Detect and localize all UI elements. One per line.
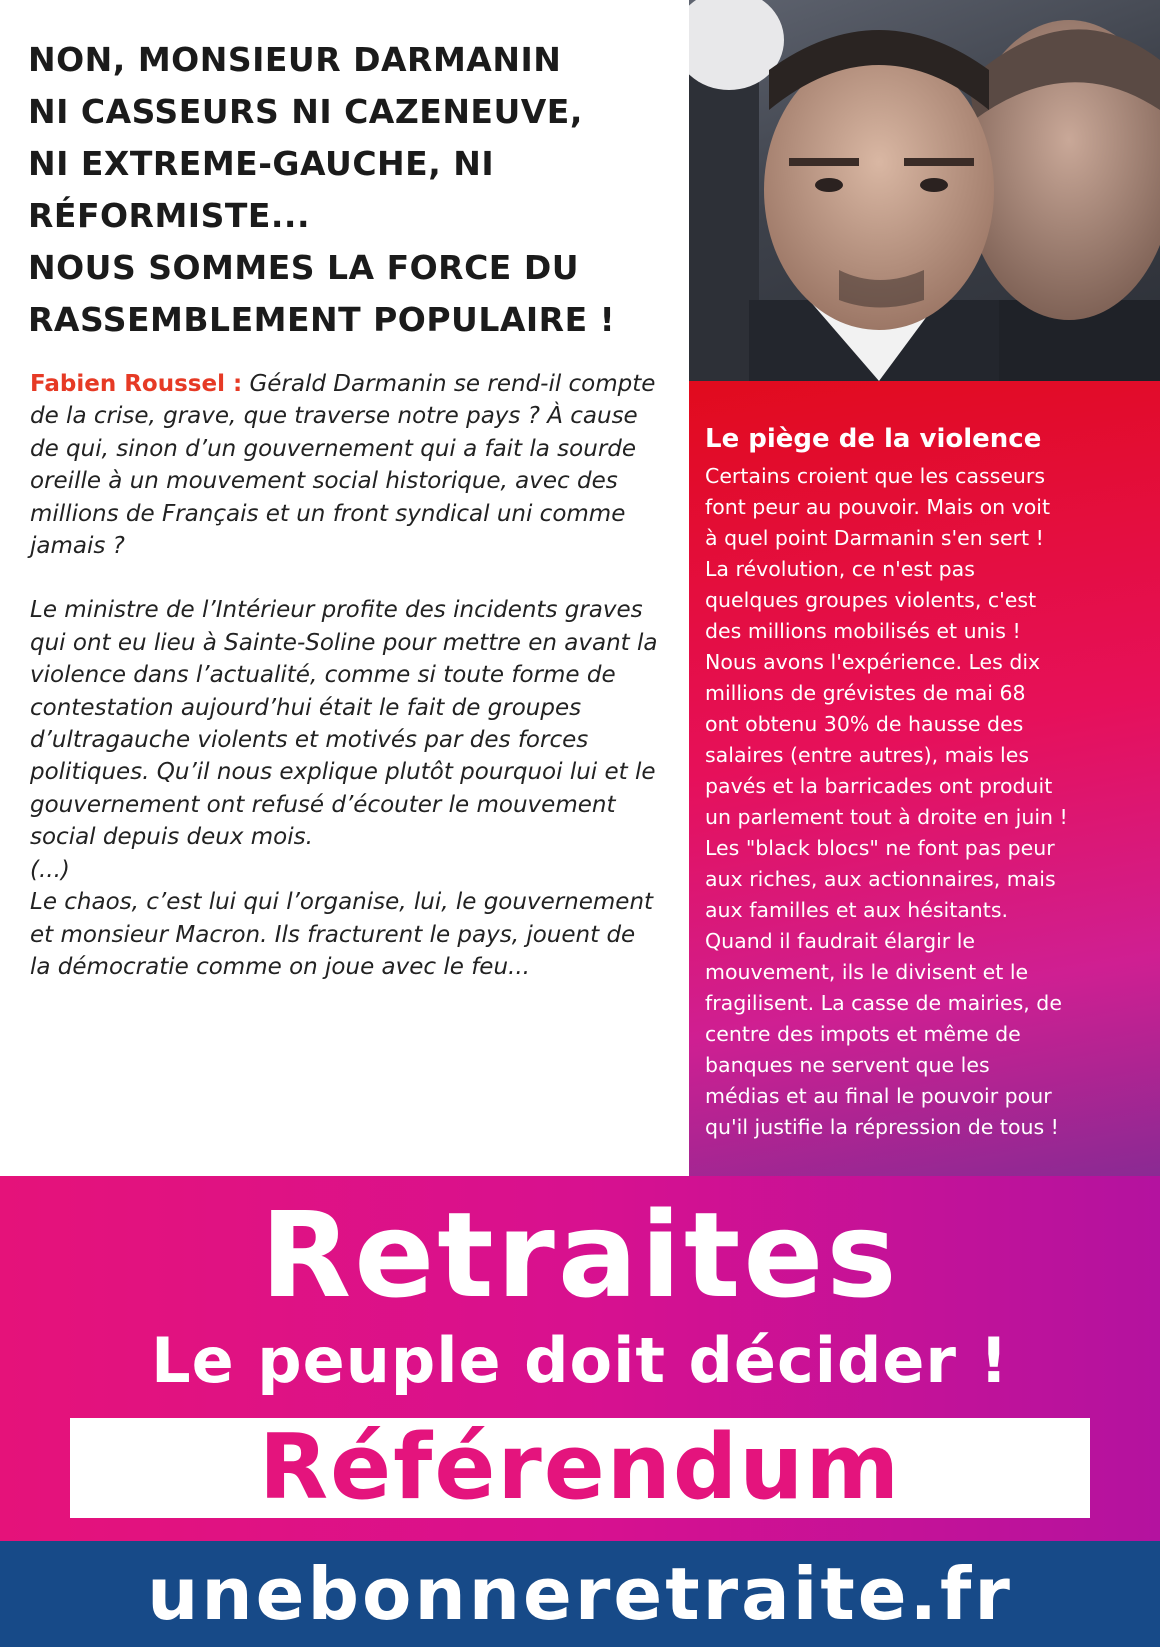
sidebar-line: Quand il faudrait élargir le	[705, 929, 976, 953]
headline-line: NI EXTREME-GAUCHE, NI	[28, 144, 495, 183]
quote-author: Fabien Roussel :	[30, 371, 243, 397]
sidebar-body	[705, 461, 1144, 1143]
sidebar-line: centre des impots et même de	[705, 1022, 1021, 1046]
portrait-illustration	[689, 0, 1160, 381]
sidebar-line: aux riches, aux actionnaires, mais	[705, 867, 1056, 891]
sidebar-line: un parlement tout à droite en juin !	[705, 805, 1068, 829]
sidebar-line: mouvement, ils le divisent et le	[705, 960, 1029, 984]
violence-sidebar	[689, 381, 1160, 1176]
sidebar-line: ont obtenu 30% de hausse des	[705, 712, 1024, 736]
article-quote	[30, 368, 660, 983]
article-paragraph-3: Le chaos, c’est lui qui l’organise, lui, le gouvernement et monsieur Macron. Ils fracturent le pays, jouent de la démocratie comme on joue avec le feu...	[30, 889, 654, 980]
sidebar-line: Nous avons l'expérience. Les dix	[705, 650, 1041, 674]
referendum-box	[70, 1415, 1090, 1520]
paragraph-gap	[30, 562, 660, 594]
sidebar-line: millions de grévistes de mai 68	[705, 681, 1026, 705]
headline-line: NOUS SOMMES LA FORCE DU	[28, 248, 580, 287]
sidebar-line: Certains croient que les casseurs	[705, 464, 1046, 488]
sidebar-line: fragilisent. La casse de mairies, de	[705, 991, 1062, 1015]
headline-line: RASSEMBLEMENT POPULAIRE !	[28, 300, 616, 339]
sidebar-line: pavés et la barricades ont produit	[705, 774, 1053, 798]
sidebar-line: quelques groupes violents, c'est	[705, 588, 1037, 612]
article-paragraph-2: Le ministre de l’Intérieur profite des incidents graves qui ont eu lieu à Sainte-Soline pour mettre en avant la violence dans l’actualité, comme si toute forme de contestation aujourd’hui était le fait de groupes d’ultragauche violents et motivés par des forces politiques. Qu’il nous explique plutôt pourquoi lui et le gouvernement ont refusé d’écouter le mouvement social depuis deux mois.	[30, 597, 658, 851]
headline-line: RÉFORMISTE...	[28, 196, 311, 235]
sidebar-line: à quel point Darmanin s'en sert !	[705, 526, 1044, 550]
headline-line: NON, MONSIEUR DARMANIN	[28, 40, 562, 79]
sidebar-line: des millions mobilisés et unis !	[705, 619, 1021, 643]
portrait-photo	[689, 0, 1160, 381]
banner-slogan: Le peuple doit décider !	[151, 1324, 1009, 1397]
sidebar-line: banques ne servent que les	[705, 1053, 990, 1077]
sidebar-line: Les "black blocs" ne font pas peur	[705, 836, 1055, 860]
banner-retraites: Retraites	[260, 1186, 900, 1324]
headline	[28, 34, 678, 346]
sidebar-title: Le piège de la violence	[705, 424, 1042, 454]
headline-line: NI CASSEURS NI CAZENEUVE,	[28, 92, 583, 131]
sidebar-line: salaires (entre autres), mais les	[705, 743, 1030, 767]
article-paragraph-1	[30, 368, 660, 562]
sidebar-line: La révolution, ce n'est pas	[705, 557, 975, 581]
banner-referendum: Référendum	[258, 1415, 902, 1520]
footer-bar	[0, 1541, 1160, 1647]
article-ellipsis: (...)	[30, 856, 70, 883]
website-link[interactable]: unebonneretraite.fr	[147, 1552, 1013, 1636]
sidebar-line: font peur au pouvoir. Mais on voit	[705, 495, 1051, 519]
sidebar-line: aux familles et aux hésitants.	[705, 898, 1009, 922]
sidebar-line: qu'il justifie la répression de tous !	[705, 1115, 1059, 1139]
paragraph-text: Gérald Darmanin se rend-il compte de la crise, grave, que traverse notre pays ? À cause de qui, sinon d’un gouvernement qui a fait la sourde oreille à un mouvement social historique, avec des millions de Français et un front syndical uni comme jamais ?	[30, 371, 656, 560]
sidebar-line: médias et au final le pouvoir pour	[705, 1084, 1052, 1108]
referendum-banner	[0, 1176, 1160, 1541]
